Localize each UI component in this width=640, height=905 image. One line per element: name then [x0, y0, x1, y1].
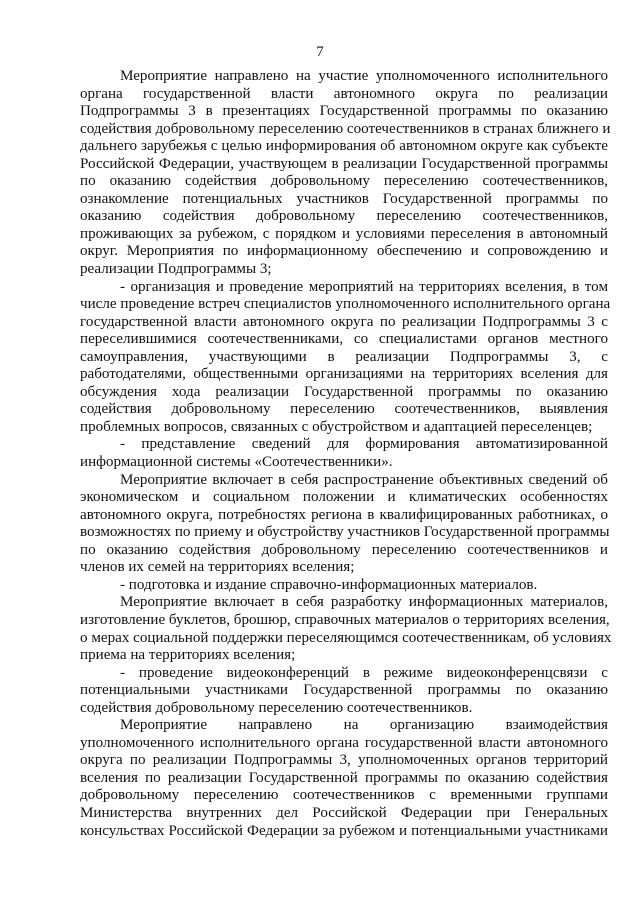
text-line: числе проведение встреч специалистов уполномоченного исполнительного органа — [80, 296, 611, 313]
text-line: органа государственной власти автономного округа по реализации — [80, 85, 608, 102]
paragraph — [80, 278, 611, 437]
document-body — [80, 68, 612, 840]
paragraph — [80, 68, 611, 279]
text-line: округ. Мероприятия по информационному обеспечению и сопровождению и — [80, 243, 608, 260]
text-line: содействия добровольному переселению соотечественников в странах ближнего и — [80, 120, 611, 137]
text-line: автономного округа, потребностях региона в квалифицированных работниках, о — [80, 506, 608, 523]
paragraph — [80, 594, 612, 664]
text-line: обсуждения хода реализации Государственной программы по оказанию — [80, 383, 608, 400]
text-line: проживающих за рубежом, с порядком и условиями переселения в автономный — [80, 225, 608, 242]
text-line: консульствах Российской Федерации за рубежом и потенциальными участниками — [80, 822, 608, 839]
text-line: дальнего зарубежья с целью информирования об автономном округе как субъекте — [80, 138, 608, 155]
text-line: членов их семей на территориях вселения; — [80, 559, 355, 576]
page-number: 7 — [316, 44, 324, 60]
text-line: Мероприятие направлено на участие уполномоченного исполнительного — [120, 68, 608, 84]
text-line: уполномоченного исполнительного органа государственной власти автономного — [80, 734, 608, 751]
text-line: реализации Подпрограммы 3; — [80, 261, 272, 278]
text-line: Мероприятие включает в себя распространение объективных сведений об — [120, 471, 608, 488]
text-line: Российской Федерации, участвующем в реализации Государственной программы — [80, 155, 608, 172]
text-line: по оказанию содействия добровольному переселению соотечественников, — [80, 173, 608, 190]
text-line: самоуправления, участвующими в реализации Подпрограммы 3, с — [80, 348, 608, 365]
text-line: возможностях по приему и обустройству участников Государственной программы — [80, 524, 610, 541]
text-line: потенциальными участниками Государственной программы по оказанию — [80, 682, 608, 699]
text-line: ознакомление потенциальных участников Государственной программы по — [80, 190, 608, 207]
text-line: - представление сведений для формирования автоматизированной — [120, 436, 608, 453]
text-line: вселения по реализации Государственной программы по оказанию содействия — [80, 769, 608, 786]
text-line: оказанию содействия добровольному переселению соотечественников, — [80, 208, 608, 225]
text-line: - подготовка и издание справочно-информационных материалов. — [120, 576, 538, 593]
text-line: государственной власти автономного округа по реализации Подпрограммы 3 с — [80, 313, 608, 330]
text-line: Мероприятие включает в себя разработку информационных материалов, — [120, 594, 608, 611]
text-line: - проведение видеоконференций в режиме видеоконференцсвязи с — [120, 664, 608, 681]
text-line: проблемных вопросов, связанных с обустройством и адаптацией переселенцев; — [80, 418, 593, 435]
paragraph — [80, 665, 608, 718]
paragraph — [80, 577, 608, 595]
text-line: содействия добровольному переселению соотечественников. — [80, 699, 473, 716]
text-line: добровольному переселению соотечественников с временными группами — [80, 787, 608, 804]
text-line: приема на территориях вселения; — [80, 647, 296, 664]
text-line: округа по реализации Подпрограммы 3, уполномоченных органов территорий — [80, 752, 608, 769]
text-line: переселившимися соотечественниками, со специалистами органов местного — [80, 331, 608, 348]
text-line: - организация и проведение мероприятий на территориях вселения, в том — [120, 278, 608, 295]
text-line: Министерства внутренних дел Российской Федерации при Генеральных — [80, 804, 608, 821]
text-line: экономическом и социальном положении и климатических особенностях — [80, 489, 608, 506]
text-line: о мерах социальной поддержки переселяющимся соотечественникам, об условиях — [80, 629, 612, 646]
text-line: изготовление буклетов, брошюр, справочных материалов о территориях вселения, — [80, 611, 610, 628]
paragraph — [80, 717, 608, 840]
text-line: информационной системы «Соотечественники». — [80, 454, 393, 471]
paragraph — [80, 436, 608, 471]
paragraph — [80, 472, 608, 577]
text-line: Мероприятие направлено на организацию взаимодействия — [120, 717, 608, 734]
text-line: по оказанию содействия добровольному переселению соотечественников и — [80, 541, 608, 558]
text-line: Подпрограммы 3 в презентациях Государственной программы по оказанию — [80, 103, 608, 120]
text-line: работодателями, общественными организациями на территориях вселения для — [80, 366, 608, 383]
text-line: содействия добровольному переселению соотечественников, выявления — [80, 401, 608, 418]
